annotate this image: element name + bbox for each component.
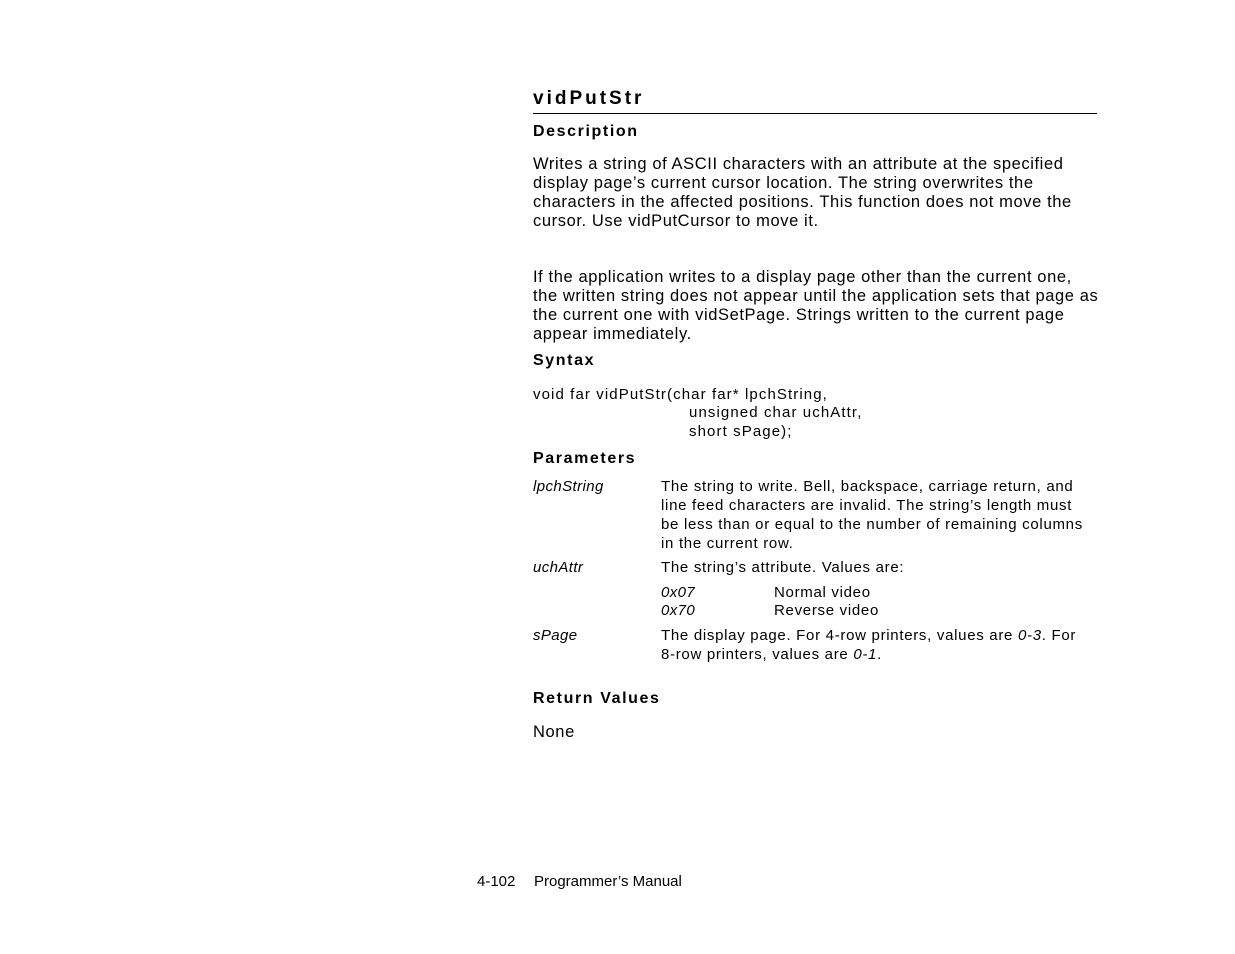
description-paragraph-2: If the application writes to a display page other than the current one, the written string does not appear until the application sets that page as the current one with vidSetPage. Strings written to the current page appear immediately. xyxy=(533,268,1099,343)
spage-range-8row: 0-1 xyxy=(853,646,878,663)
parameters-heading: Parameters xyxy=(533,450,637,467)
value-label-normal-video: Normal video xyxy=(774,584,871,601)
param-desc-spage: The display page. For 4-row printers, values are 0-3. For 8-row printers, values are 0-1. xyxy=(661,627,1077,663)
return-values-text: None xyxy=(533,723,575,741)
param-name-lpchstring: lpchString xyxy=(533,478,604,495)
value-label-reverse-video: Reverse video xyxy=(774,602,879,619)
value-code-0x70: 0x70 xyxy=(661,602,696,619)
syntax-line-3: short sPage); xyxy=(689,423,793,440)
page-title: vidPutStr xyxy=(533,86,1097,114)
description-paragraph-1: Writes a string of ASCII characters with an attribute at the specified display page’s current cursor location. The string overwrites the characters in the affected positions. This function does not move the cursor. Use vidPutCursor to move it. xyxy=(533,155,1072,230)
param-name-uchattr: uchAttr xyxy=(533,559,584,576)
syntax-line-1: void far vidPutStr(char far* lpchString, xyxy=(533,386,828,403)
param-name-spage: sPage xyxy=(533,627,578,644)
return-values-heading: Return Values xyxy=(533,690,661,707)
value-code-0x07: 0x07 xyxy=(661,584,696,601)
param-desc-uchattr: The string’s attribute. Values are: xyxy=(661,559,905,576)
param-desc-lpchstring: The string to write. Bell, backspace, carriage return, and line feed characters are invalid. The string’s length must be less than or equal to the number of remaining columns in the current row. xyxy=(661,478,1083,552)
spage-range-4row: 0-3 xyxy=(1017,627,1042,644)
footer-page-number: 4-102 xyxy=(477,873,516,890)
description-heading: Description xyxy=(533,123,639,140)
syntax-heading: Syntax xyxy=(533,352,596,369)
syntax-line-2: unsigned char uchAttr, xyxy=(689,404,863,421)
footer-manual-title: Programmer’s Manual xyxy=(534,873,682,890)
